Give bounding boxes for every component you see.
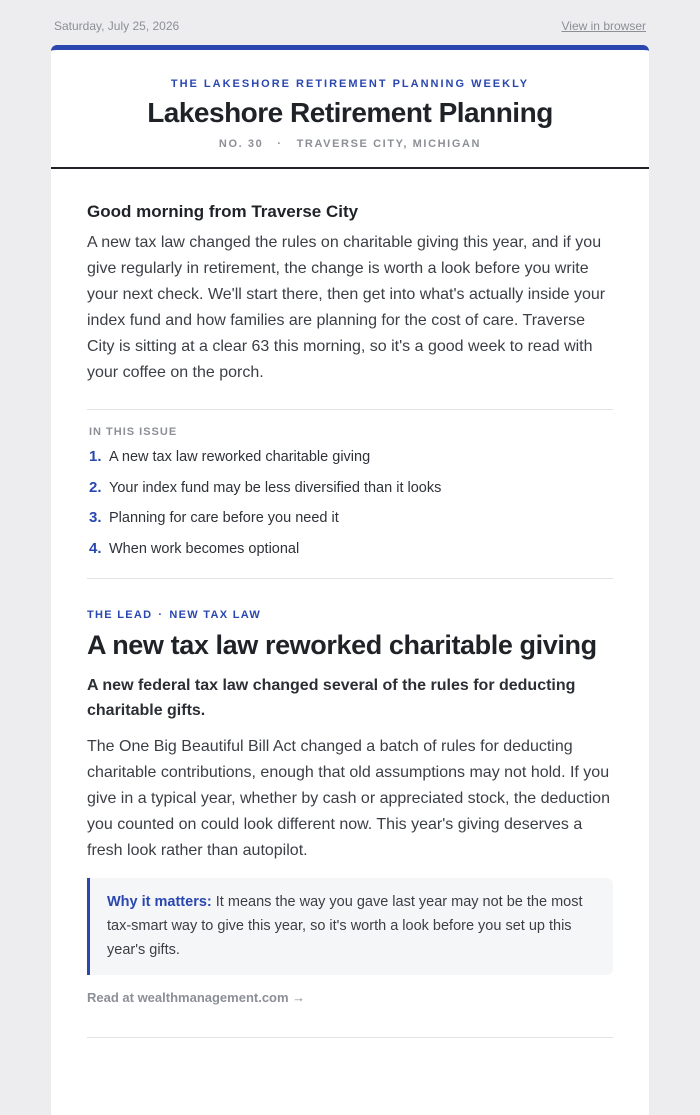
greeting-body: A new tax law changed the rules on charitable giving this year, and if you give regularly in retirement, the change is worth a look before you write your next check. We'll start there, then get into what's actually inside your index fund and how families are planning for the cost of care. Traverse City is sitting at a clear 63 this morning, so it's a good week to read with your coffee on the porch.: [87, 234, 606, 381]
tag-separator: ·: [158, 609, 164, 621]
toc-item-number: 4.: [89, 539, 102, 557]
toc-item[interactable]: [89, 540, 613, 571]
toc-item-number: 3.: [89, 509, 102, 526]
story-dek: A new federal tax law changed several of the rules for deducting charitable gifts.: [87, 677, 576, 719]
greeting-heading: Good morning from Traverse City: [87, 202, 359, 221]
callout-text: It means the way you gave last year may not be the most tax-smart way to give this year, so it's worth a look before you set up this year's gifts.: [107, 894, 583, 958]
masthead-kicker: THE LAKESHORE RETIREMENT PLANNING WEEKLY: [170, 78, 530, 90]
toc-item-title[interactable]: A new tax law reworked charitable giving: [109, 449, 371, 465]
table-of-contents: [89, 448, 613, 570]
masthead: [51, 50, 649, 169]
toc-item[interactable]: [89, 479, 613, 510]
divider: [87, 1037, 613, 1038]
divider: [87, 409, 613, 410]
newsletter-body: [51, 202, 649, 1038]
location: TRAVERSE CITY, MICHIGAN: [296, 138, 482, 150]
toc-item-title[interactable]: Your index fund may be less diversified than it looks: [109, 479, 442, 496]
toc-item-title[interactable]: When work becomes optional: [109, 540, 300, 557]
issue-date: Saturday, July 25, 2026: [54, 19, 180, 33]
callout-label: Why it matters:: [107, 894, 212, 910]
view-in-browser-link[interactable]: View in browser: [561, 19, 646, 33]
why-it-matters-callout: [87, 878, 613, 975]
toc-item-number: 1.: [89, 448, 102, 465]
masthead-meta: [51, 138, 649, 150]
read-more-link[interactable]: Read at wealthmanagement.com →: [87, 990, 306, 1005]
top-bar: [54, 19, 646, 33]
meta-separator: ·: [277, 138, 283, 150]
newsletter-title: Lakeshore Retirement Planning: [147, 97, 553, 128]
toc-item[interactable]: [89, 509, 613, 540]
story-tags: [87, 609, 613, 621]
toc-item[interactable]: [89, 448, 613, 479]
story-headline: A new tax law reworked charitable giving: [87, 630, 597, 660]
topic-tag: NEW TAX LAW: [169, 609, 262, 621]
newsletter-card: [51, 45, 649, 1115]
divider: [87, 578, 613, 579]
story-body: The One Big Beautiful Bill Act changed a batch of rules for deducting charitable contributions, enough that old assumptions may not hold. If you give in a typical year, whether by cash or appreciated stock, the deduction you counted on could look different now. This year's giving deserves a fresh look rather than autopilot.: [87, 738, 610, 859]
toc-item-title[interactable]: Planning for care before you need it: [109, 510, 339, 526]
section-tag: THE LEAD: [87, 609, 153, 621]
toc-item-number: 2.: [89, 478, 102, 496]
issue-number: NO. 30: [218, 138, 264, 150]
toc-label: IN THIS ISSUE: [89, 426, 178, 438]
